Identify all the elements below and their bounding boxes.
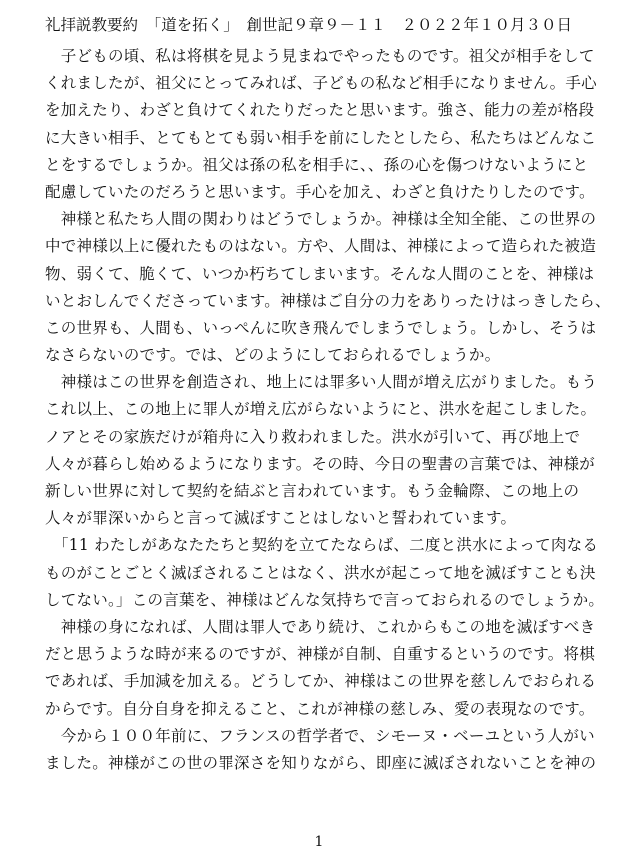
- page-number: 1: [314, 834, 324, 850]
- text-line: この世界も、人間も、いっぺんに吹き飛んでしまうでしょう。しかし、そうは: [45, 318, 597, 337]
- text-line: 神様はこの世界を創造され、地上には罪多い人間が増え広がりました。もう: [45, 373, 598, 392]
- text-line: からです。自分自身を抑えること、これが神様の慈しみ、愛の表現なのです。: [45, 699, 595, 718]
- text-line: 神様の身になれば、人間は罪人であり続け、これからもこの地を滅ぼすべき: [45, 617, 596, 636]
- text-line: いとおしんでくださっています。神様はご自分の力をありったけはっきしたら、: [45, 291, 611, 310]
- text-line: 「11 わたしがあなたたちと契約を立てたならば、二度と洪水によって肉なる: [45, 536, 599, 555]
- text-line: に大きい相手、とてもとても弱い相手を前にしたとしたら、私たちはどんなこ: [45, 128, 597, 147]
- text-line: 配慮していたのだろうと思います。手心を加え、わざと負けたりしたのです。: [45, 182, 595, 201]
- text-line: 人々が罪深いからと言って滅ぼすことはしないと誓われています。: [45, 509, 517, 528]
- text-line: 子どもの頃、私は将棋を見よう見まねでやったものです。祖父が相手をして: [45, 47, 595, 65]
- text-line: を加えたり、わざと負けてくれたりだったと思います。強さ、能力の差が格段: [45, 101, 595, 120]
- text-line: くれましたが、祖父にとってみれば、子どもの私など相手になりません。手心: [45, 74, 597, 93]
- text-line: 神様と私たち人間の関わりはどうでしょうか。神様は全知全能、この世界の: [45, 210, 597, 229]
- text-line: だと思うような時が来るのですが、神様が自制、自重するというのです。将棋: [45, 645, 596, 664]
- text-line: これ以上、この地上に罪人が増え広がらないようにと、洪水を起こしました。: [45, 400, 597, 419]
- text-line: 人々が暮らし始めるようになります。その時、今日の聖書の言葉では、神様が: [45, 454, 596, 473]
- sermon-header: 礼拝説教要約 「道を拓く」 創世記９章９－１１ ２０２２年１０月３０日: [45, 16, 573, 34]
- text-line: ノアとその家族だけが箱舟に入り救われました。洪水が引いて、再び地上で: [45, 427, 581, 446]
- text-line: 新しい世界に対して契約を結ぶと言われています。もう金輪際、この地上の: [45, 482, 580, 500]
- text-line: 中で神様以上に優れたものはない。方や、人間は、神様によって造られた被造: [45, 237, 596, 256]
- text-line: であれば、手加減を加える。どうしてか、神様はこの世界を慈しんでおられる: [45, 672, 597, 691]
- text-line: ました。神様がこの世の罪深さを知りながら、即座に滅ぼされないことを神の: [45, 753, 597, 772]
- text-line: とをするでしょうか。祖父は孫の私を相手に、、孫の心を傷つけないようにと: [45, 155, 589, 174]
- text-line: なさらないのです。では、どのようにしておられるでしょうか。: [45, 346, 501, 365]
- text-line: 今から１００年前に、フランスの哲学者で、シモーヌ・ベーユという人がい: [45, 726, 595, 745]
- text-line: ものがことごとく滅ぼされることはなく、洪水が起こって地を滅ぼすことも決: [45, 563, 596, 582]
- text-line: してない。」この言葉を、神様はどんな気持ちで言っておられるのでしょうか。: [45, 590, 605, 609]
- text-line: 物、弱くて、脆くて、いつか朽ちてしまいます。そんな人間のことを、神様は: [45, 264, 595, 283]
- sermon-body: [45, 43, 611, 777]
